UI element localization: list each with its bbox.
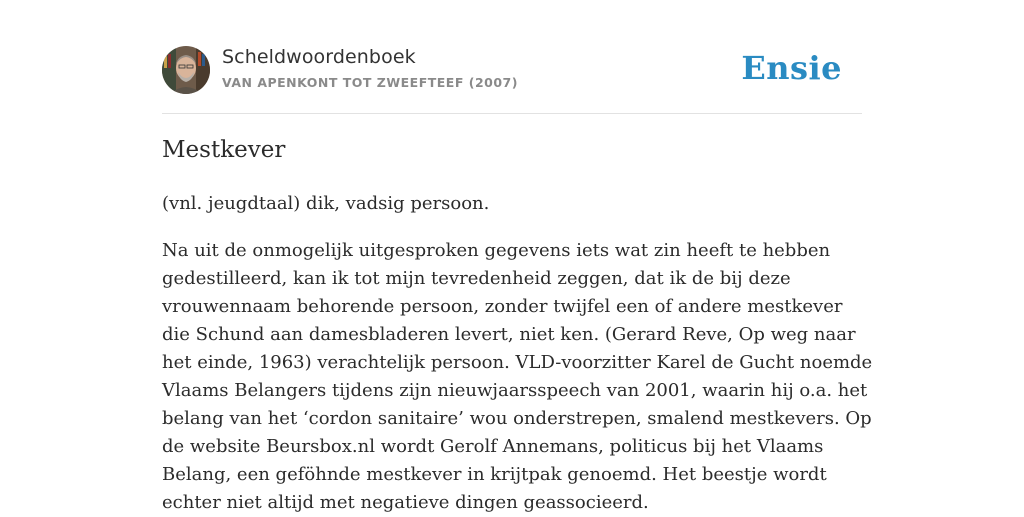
header-divider — [162, 113, 862, 114]
entry-definition: (vnl. jeugdtaal) dik, vadsig persoon. — [162, 193, 490, 214]
author-avatar[interactable] — [162, 46, 210, 94]
brand-logo[interactable]: Ensie — [741, 49, 842, 87]
source-header — [162, 46, 862, 96]
entry-text: Na uit de onmogelijk uitgesproken gegevens iets wat zin heeft te hebben gedestilleerd, kan ik tot mijn tevredenheid zeggen, dat ik de bij deze vrouwennaam behorende persoon, zonder twijfel een of andere mestkever die Schund aan damesbladeren levert, niet ken. (Gerard Reve, Op weg naar het einde, 1963) verachtelijk persoon. VLD-voorzitter Karel de Gucht noemde Vlaams Belangers tijdens zijn nieuwjaarsspeech van 2001, waarin hij o.a. het belang van het ‘cordon sanitaire’ wou onderstrepen, smalend mestkevers. Op de website Beursbox.nl wordt Gerolf Annemans, politicus bij het Vlaams Belang, een geföhnde mestkever in krijtpak genoemd. Het beestje wordt echter niet altijd met negatieve dingen geassocieerd. — [162, 240, 873, 513]
source-subtitle: VAN APENKONT TOT ZWEEFTEEF (2007) — [222, 75, 518, 90]
entry-term: Mestkever — [162, 137, 286, 163]
source-title[interactable]: Scheldwoordenboek — [222, 46, 416, 68]
